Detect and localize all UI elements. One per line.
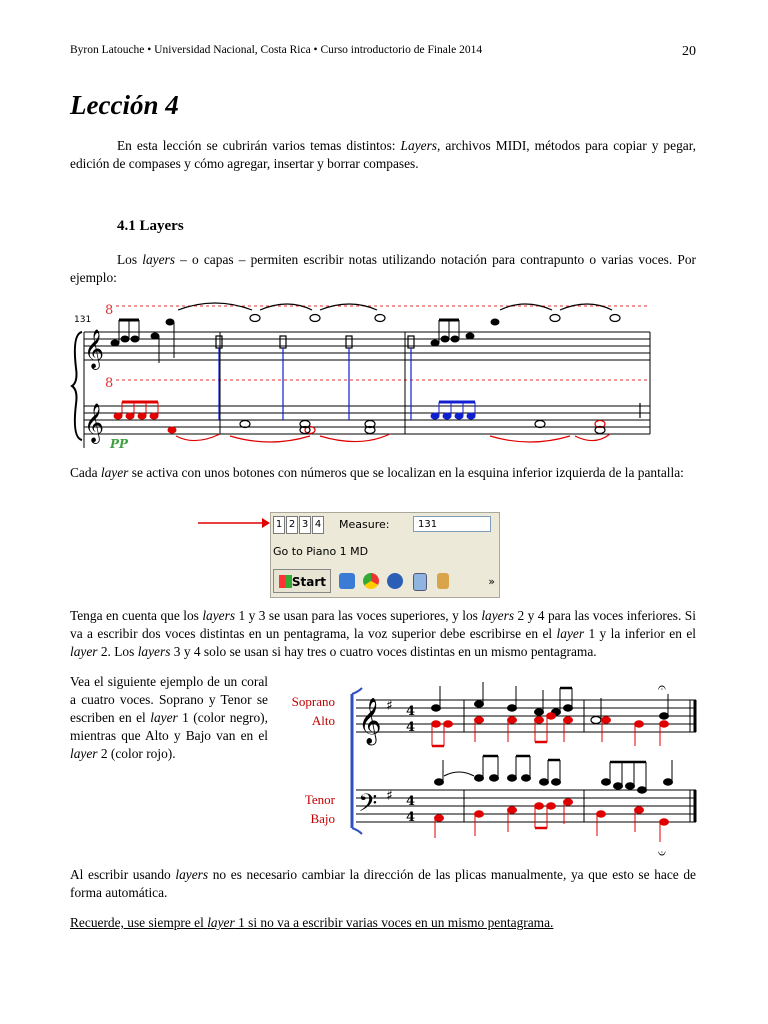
- finale-icon[interactable]: [437, 573, 449, 589]
- treble-clef: 𝄞: [358, 698, 382, 744]
- choral-score-example: [344, 678, 704, 864]
- ie-icon[interactable]: [339, 573, 355, 589]
- running-head: Byron Latouche • Universidad Nacional, Costa Rica • Curso introductorio de Finale 2014: [70, 44, 483, 56]
- label-bajo: Bajo: [310, 811, 335, 826]
- media-player-icon[interactable]: [387, 573, 403, 589]
- time-sig-top-bass: 4: [406, 794, 416, 809]
- ottava-mark-upper: 8: [105, 303, 114, 318]
- treble-clef-lower: 𝄞: [84, 403, 105, 443]
- time-sig-bottom-bass: 4: [406, 810, 416, 825]
- start-button[interactable]: Start: [273, 569, 331, 593]
- key-signature-sharp-bass: ♯: [386, 788, 393, 804]
- lesson-title: Lección 4: [70, 90, 179, 120]
- piano-score-example: [70, 298, 660, 458]
- layer-button-4[interactable]: 4: [312, 516, 324, 534]
- fermata-icon: 𝄐: [658, 680, 666, 696]
- stems-paragraph: Al escribir usando layers no es necesario cambiar la dirección de las plicas manualmente, ya que esto se hace de forma automática.: [70, 867, 696, 900]
- overflow-chevron-icon[interactable]: »: [488, 575, 495, 588]
- taskbar: [271, 567, 499, 597]
- label-alto: Alto: [311, 713, 335, 728]
- dynamic-marking: PP: [110, 437, 129, 451]
- bass-clef: 𝄢: [358, 789, 378, 824]
- label-soprano: Soprano: [291, 694, 335, 709]
- finale-status-bar-screenshot: [270, 512, 500, 598]
- notepad-icon[interactable]: [413, 573, 427, 591]
- reminder-note: Recuerde, use siempre el layer 1 si no va a escribir varias voces en un mismo pentagrama.: [70, 915, 554, 930]
- key-signature-sharp-treble: ♯: [386, 698, 393, 714]
- measure-input[interactable]: 131: [413, 516, 491, 532]
- time-sig-top-treble: 4: [406, 704, 416, 719]
- windows-logo-icon: [279, 575, 292, 588]
- ottava-mark-lower: 8: [105, 376, 114, 391]
- layer-button-3[interactable]: 3: [299, 516, 311, 534]
- voices-paragraph: Tenga en cuenta que los layers 1 y 3 se usan para las voces superiores, y los layers 2 y 4 para las voces inferiores. Si va a escribir dos voces distintas en un pentagrama, la voz superior debe escribirse en el layer 1 y la inferior en el layer 2. Los layers 3 y 4 solo se usan si hay tres o cuatro voces distintas en un mismo pentagrama.: [70, 608, 696, 659]
- layer-button-2[interactable]: 2: [286, 516, 298, 534]
- layers-paragraph: Los layers – o capas – permiten escribir notas utilizando notación para contrapunto o varias voces. Por ejemplo:: [70, 252, 696, 285]
- treble-clef-upper: 𝄞: [84, 329, 105, 369]
- layer-buttons: [273, 516, 325, 534]
- layer-button-1[interactable]: 1: [273, 516, 285, 534]
- buttons-paragraph: Cada layer se activa con unos botones con números que se localizan en la esquina inferior izquierda de la pantalla:: [70, 465, 684, 480]
- section-title: 4.1 Layers: [117, 218, 184, 234]
- chrome-icon[interactable]: [363, 573, 379, 589]
- measure-label: Measure:: [339, 518, 390, 531]
- page-number: 20: [682, 44, 696, 59]
- fermata-below-icon: 𝄑: [658, 846, 666, 862]
- intro-paragraph: En esta lección se cubrirán varios temas distintos: Layers, archivos MIDI, métodos para copiar y pegar, edición de compases y cómo agregar, insertar y borrar compases.: [70, 138, 696, 171]
- time-sig-bottom-treble: 4: [406, 720, 416, 735]
- status-text: Go to Piano 1 MD: [273, 545, 369, 558]
- pointer-arrow-icon: [198, 516, 270, 530]
- measure-number: 131: [74, 315, 92, 325]
- label-tenor: Tenor: [304, 792, 335, 807]
- choral-paragraph: Vea el siguiente ejemplo de un coral a cuatro voces. Soprano y Tenor se escriben en el layer 1 (color negro), mientras que Alto y Bajo van en el layer 2 (color rojo).: [70, 674, 268, 761]
